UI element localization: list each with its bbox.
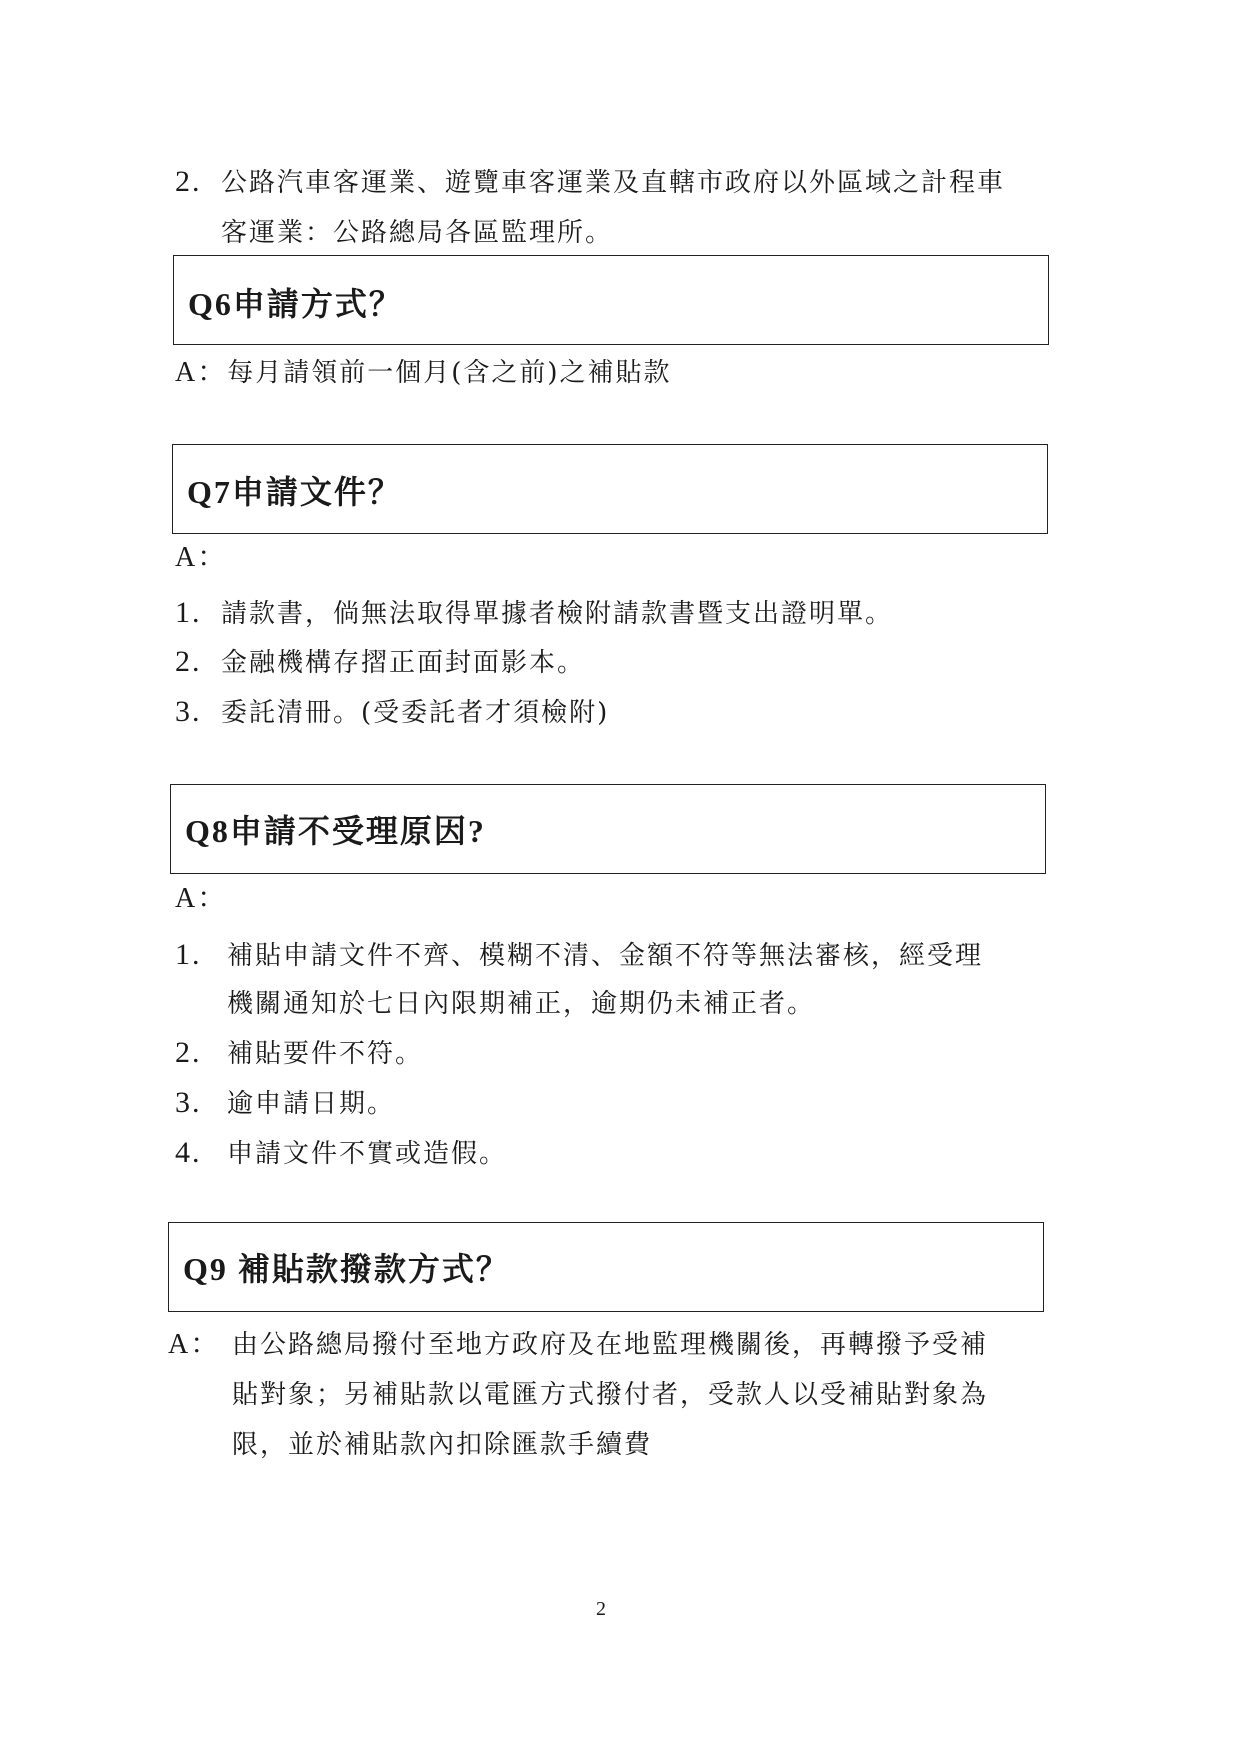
q6-answer-text: 每月請領前一個月(含之前)之補貼款 [227,358,672,388]
q7-list-item [175,695,609,730]
q8-item-text: 申請文件不實或造假。 [227,1139,508,1169]
q8-list-item [175,1036,423,1071]
q8-item-number: 2. [175,1036,202,1069]
q9-answer-text: 由公路總局撥付至地方政府及在地監理機關後，再轉撥予受補 [232,1330,989,1360]
q6-question-box [173,255,1049,345]
intro-item-2-line1 [175,165,1005,200]
q9-question-box [168,1222,1044,1312]
q8-answer-label: A： [175,883,228,914]
q7-item-number: 2. [175,645,202,678]
q7-item-text: 委託清冊。(受委託者才須檢附) [221,698,610,728]
q8-item-number: 3. [175,1086,202,1119]
q8-question-box [170,784,1046,874]
q6-answer-label: A： [175,357,228,388]
q9-title: Q9 補貼款撥款方式？ [183,1251,510,1287]
q6-title: Q6申請方式？ [188,286,403,322]
q7-question-box [172,444,1048,534]
q7-list-item [175,645,585,680]
q9-answer-line1 [168,1328,988,1362]
q8-title: Q8申請不受理原因? [185,813,486,849]
q9-answer-label: A： [168,1329,221,1360]
page-number: 2 [596,1598,606,1620]
q7-list-item [175,596,893,631]
intro-item-2-line2: 客運業：公路總局各區監理所。 [221,218,614,248]
q8-list-item [175,1086,395,1121]
q7-item-number: 1. [175,596,202,629]
q7-answer-label: A： [175,542,228,573]
q7-title: Q7申請文件？ [187,474,402,510]
q7-item-number: 3. [175,695,202,728]
q7-item-text: 金融機構存摺正面封面影本。 [221,648,586,678]
q8-item-number: 1. [175,938,202,971]
q8-item-text: 補貼申請文件不齊、模糊不清、金額不符等無法審核，經受理 [227,941,984,971]
q7-item-text: 請款書，倘無法取得單據者檢附請款書暨支出證明單。 [221,599,894,629]
q6-answer [175,356,672,390]
q8-list-item [175,938,983,973]
q8-list-item [175,1136,507,1171]
intro-item-2-number: 2. [175,165,202,198]
q9-answer-line2: 貼對象；另補貼款以電匯方式撥付者，受款人以受補貼對象為 [232,1380,989,1410]
q8-item-text: 補貼要件不符。 [227,1039,424,1069]
q8-item-1-line2: 機關通知於七日內限期補正，逾期仍未補正者。 [227,989,816,1019]
intro-item-2-text: 公路汽車客運業、遊覽車客運業及直轄市政府以外區域之計程車 [221,168,1006,198]
q8-item-text: 逾申請日期。 [227,1089,396,1119]
q8-item-number: 4. [175,1136,202,1169]
q9-answer-line3: 限，並於補貼款內扣除匯款手續費 [232,1430,653,1460]
